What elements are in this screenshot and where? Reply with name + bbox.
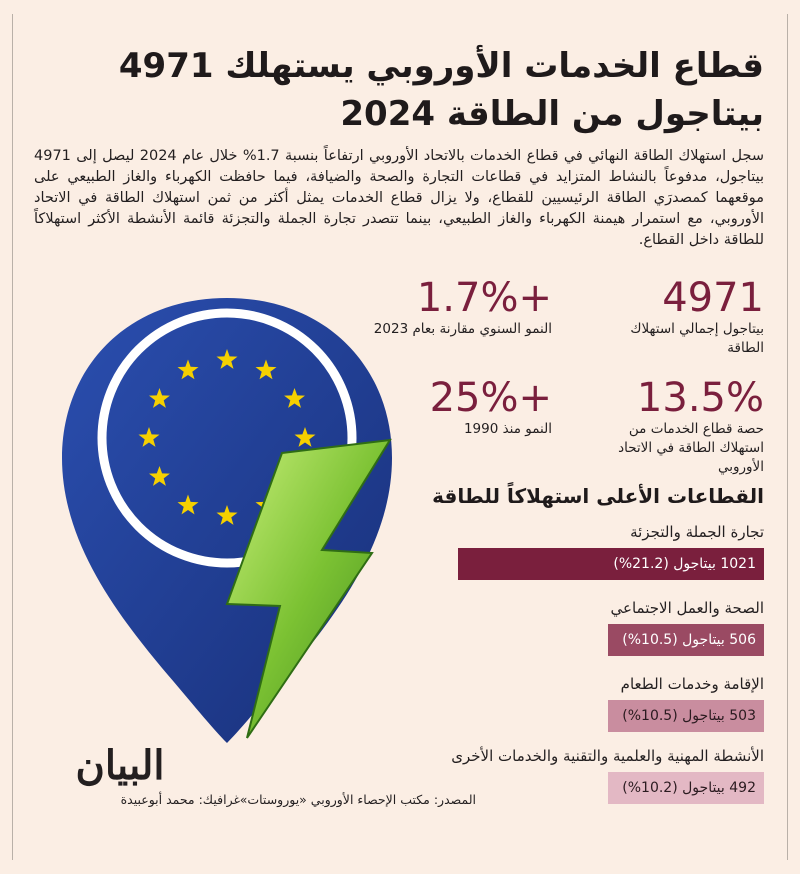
stat-total-consumption bbox=[614, 276, 764, 358]
stat-value: +25% bbox=[429, 375, 552, 421]
stat-sector-share bbox=[584, 376, 764, 477]
stat-value: 13.5% bbox=[636, 375, 764, 421]
sector-bar-track bbox=[384, 700, 764, 732]
sector-name: تجارة الجملة والتجزئة bbox=[630, 523, 764, 541]
page-title: قطاع الخدمات الأوروبي يستهلك 4971 بيتاجول من الطاقة 2024 bbox=[118, 46, 764, 134]
eu-pin-bolt-illustration bbox=[52, 288, 392, 748]
sector-row bbox=[384, 520, 764, 580]
sector-name: الأنشطة المهنية والعلمية والتقنية والخدمات الأخرى bbox=[451, 747, 764, 765]
sector-bar-track bbox=[384, 548, 764, 580]
frame-right-line bbox=[787, 14, 788, 860]
graphic-credit: غرافيك: محمد أبوعبيدة bbox=[120, 792, 240, 807]
sector-value-label: 492 بيتاجول (10.2%) bbox=[622, 780, 756, 796]
stat-growth-since-1990 bbox=[372, 376, 552, 439]
sector-row bbox=[384, 596, 764, 656]
stat-annual-growth bbox=[372, 276, 552, 339]
source-note: المصدر: مكتب الإحصاء الأوروبي «يوروستات» bbox=[239, 792, 476, 807]
sector-value-label: 1021 بيتاجول (21.2%) bbox=[613, 556, 756, 572]
sector-name: الإقامة وخدمات الطعام bbox=[620, 675, 764, 693]
intro-paragraph: سجل استهلاك الطاقة النهائي في قطاع الخدمات بالاتحاد الأوروبي ارتفاعاً بنسبة 1.7% خلال عام 2024 ليصل إلى 4971 بيتاجول، مدفوعاً بالنشاط المتزايد في قطاعات التجارة والصحة والضيافة، فيما حافظت الكهرباء والغاز الطبيعي على موقعهما كمصدرَي الطاقة الرئيسيين للقطاع، ولا يزال قطاع الخدمات يمثل أكثر من ثمن استهلاك الطاقة في الاتحاد الأوروبي، مع استمرار هيمنة الكهرباء والغاز الطبيعي، بينما تتصدر تجارة الجملة والتجزئة قائمة الأنشطة الأكثر استهلاكاً للطاقة داخل القطاع. bbox=[34, 148, 764, 248]
sectors-chart-title: القطاعات الأعلى استهلاكاً للطاقة bbox=[432, 484, 764, 508]
sector-bar-track bbox=[384, 624, 764, 656]
stat-label: بيتاجول إجمالي استهلاك الطاقة bbox=[630, 321, 764, 356]
stat-label: النمو السنوي مقارنة بعام 2023 bbox=[373, 321, 552, 337]
sector-value-label: 506 بيتاجول (10.5%) bbox=[622, 632, 756, 648]
sector-value-label: 503 بيتاجول (10.5%) bbox=[622, 708, 756, 724]
albayan-logo: البيان bbox=[75, 742, 165, 789]
sector-row bbox=[384, 672, 764, 732]
sector-name: الصحة والعمل الاجتماعي bbox=[610, 599, 764, 617]
stat-value: 4971 bbox=[662, 275, 764, 321]
stat-value: +1.7% bbox=[416, 275, 552, 321]
stat-label: حصة قطاع الخدمات من استهلاك الطاقة في الاتحاد الأوروبي bbox=[618, 421, 764, 475]
frame-left-line bbox=[12, 14, 13, 860]
stat-label: النمو منذ 1990 bbox=[463, 421, 552, 437]
